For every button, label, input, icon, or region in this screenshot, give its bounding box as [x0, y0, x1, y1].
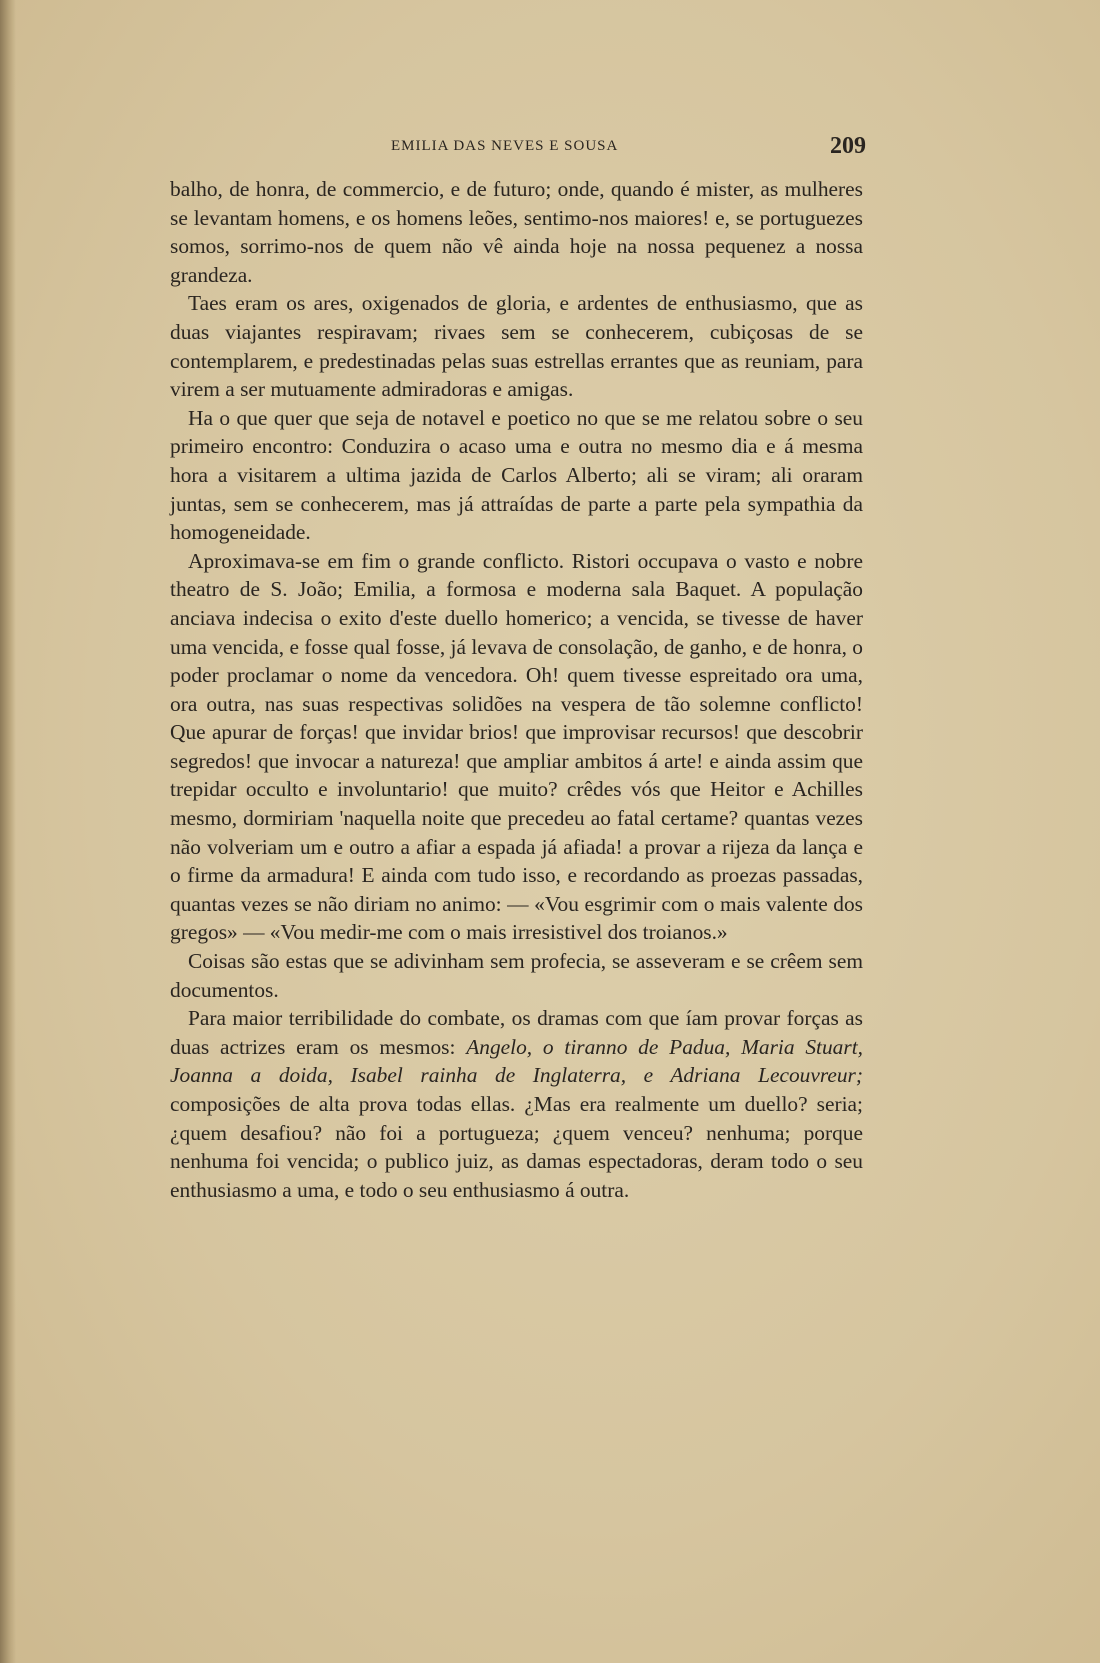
- page-header: [170, 133, 866, 163]
- paragraph-5: Coisas são estas que se adivinham sem profecia, se asseveram e se crêem sem documentos.: [170, 949, 863, 1002]
- paragraph-3: Ha o que quer que seja de notavel e poetico no que se me relatou sobre o seu primeiro encontro: Conduzira o acaso uma e outra no mesmo dia e á mesma hora a visitarem a ultima jazida de Carlos Alberto; ali se viram; ali oraram juntas, sem se conhecerem, mas já attraídas de parte a parte pela sympathia da homogeneidade.: [170, 405, 863, 545]
- page-spine-shadow: [0, 0, 16, 1663]
- page-number: 209: [830, 133, 866, 159]
- body-text: [170, 175, 863, 1204]
- play-titles: Angelo, o tiranno de Padua, Maria Stuart, Joanna a doida, Isabel rainha de Inglaterra, e Adriana Lecouvreur;: [170, 1034, 863, 1088]
- paragraph-2: Taes eram os ares, oxigenados de gloria, e ardentes de enthusiasmo, que as duas viajantes respiravam; rivaes sem se conhecerem, cubiçosas de se contemplarem, e predestinadas pelas suas estrellas errantes que as reuniam, para virem a ser mutuamente admiradoras e amigas.: [170, 291, 863, 402]
- paragraph-6: [170, 1004, 863, 1204]
- paragraph-6-text-after: composições de alta prova todas ellas. ¿Mas era realmente um duello? seria; ¿quem desafiou? não foi a portugueza; ¿quem venceu? nenhuma; porque nenhuma foi vencida; o publico juiz, as damas espectadoras, deram todo o seu enthusiasmo a uma, e todo o seu enthusiasmo á outra.: [170, 1092, 863, 1202]
- paragraph-4: Aproximava-se em fim o grande conflicto. Ristori occupava o vasto e nobre theatro de S. João; Emilia, a formosa e moderna sala Baquet. A população anciava indecisa o exito d'este duello homerico; a vencida, se tivesse de haver uma vencida, e fosse qual fosse, já levava de consolação, de ganho, e de honra, o poder proclamar o nome da vencedora. Oh! quem tivesse espreitado ora uma, ora outra, nas suas respectivas solidões na vespera de tão solemne conflicto! Que apurar de forças! que invidar brios! que improvisar recursos! que descobrir segredos! que invocar a natureza! que ampliar ambitos á arte! e ainda assim que trepidar occulto e involuntario! que muito? crêdes vós que Heitor e Achilles mesmo, dormiriam 'naquella noite que precedeu ao fatal certame? quantas vezes não volveriam um e outro a afiar a espada já afiada! a provar a rijeza da lança e o firme da armadura! E ainda com tudo isso, e recordando as proezas passadas, quantas vezes se não diriam no animo: — «Vou esgrimir com o mais valente dos gregos» — «Vou medir-me com o mais irresistivel dos troianos.»: [170, 548, 863, 945]
- running-head: EMILIA DAS NEVES E SOUSA: [391, 138, 619, 154]
- paragraph-6-text-before: Para maior terribilidade do combate, os dramas com que íam provar forças as duas actrizes eram os mesmos:: [170, 1006, 863, 1059]
- paragraph-1: balho, de honra, de commercio, e de futuro; onde, quando é mister, as mulheres se levantam homens, e os homens leões, sentimo-nos maiores! e, se portuguezes somos, sorrimo-nos de quem não vê ainda hoje na nossa pequenez a nossa grandeza.: [170, 177, 863, 287]
